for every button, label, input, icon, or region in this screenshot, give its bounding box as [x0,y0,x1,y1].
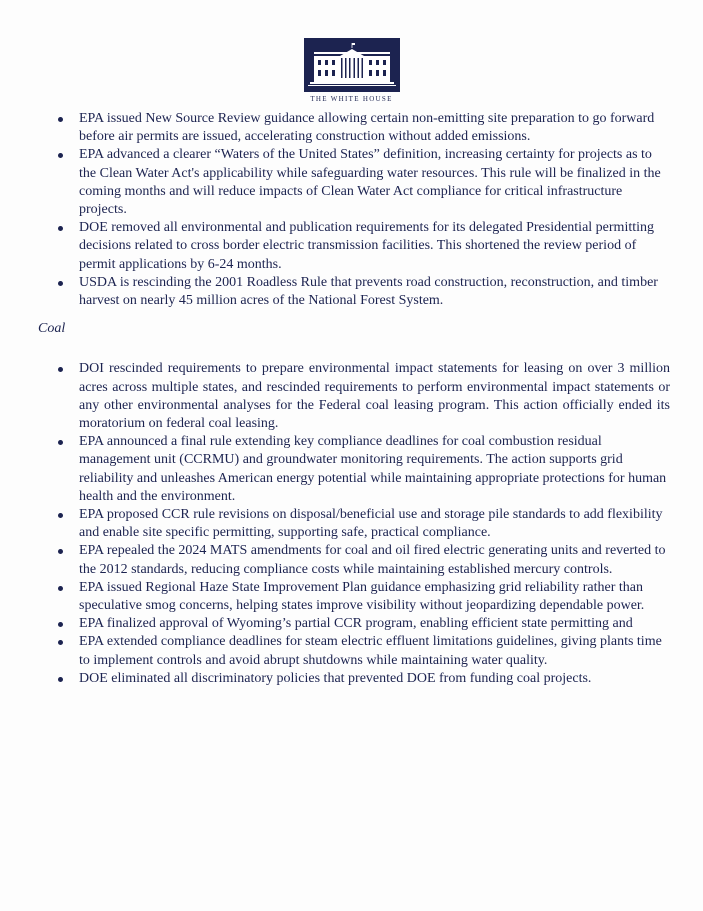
bullet-icon [58,153,63,158]
list-item-text: EPA finalized approval of Wyoming’s partial CCR program, enabling efficient state permitting and [79,616,633,632]
list-item-text: EPA repealed the 2024 MATS amendments for coal and oil fired electric generating units and reverted to the 2012 standards, reducing compliance costs while maintaining established mercury controls. [79,543,666,577]
bullet-icon [58,367,63,372]
list-item-text: EPA extended compliance deadlines for steam electric effluent limitations guidelines, giving plants time to implement controls and avoid abrupt shutdowns while maintaining water quality. [79,634,662,668]
bullet-icon [58,586,63,591]
list-item [38,633,670,669]
list-item [38,670,670,688]
bullet-icon [58,281,63,286]
bullet-icon [58,440,63,445]
white-house-icon [304,38,400,92]
list-item-text: EPA announced a final rule extending key compliance deadlines for coal combustion residual management unit (CCRMU) and groundwater monitoring requirements. The action supports grid reliability and unleashes American energy potential while maintaining appropriate protections for human health and the environment. [79,434,667,504]
list-item [38,579,670,615]
list-item [38,615,670,633]
list-item [38,433,670,506]
list-item [38,506,670,542]
list-item [38,360,670,433]
list-item [38,542,670,578]
bullet-icon [58,677,63,682]
list-item [38,219,670,274]
list-item [38,274,670,310]
list-item-text: EPA advanced a clearer “Waters of the United States” definition, increasing certainty for projects as to the Clean Water Act's applicability while safeguarding water resources. This rule will be finalized in the coming months and will reduce impacts of Clean Water Act compliance for critical infrastructure projects. [79,147,661,218]
bullet-icon [58,640,63,645]
list-item-text: EPA proposed CCR rule revisions on disposal/beneficial use and storage pile standards to add flexibility and enable site specific permitting, supporting safe, practical compliance. [79,507,663,541]
bullet-icon [58,622,63,627]
list-item-text: DOE eliminated all discriminatory policies that prevented DOE from funding coal projects. [79,670,592,686]
document-body [38,110,670,688]
list-item-text: USDA is rescinding the 2001 Roadless Rule that prevents road construction, reconstruction, and timber harvest on nearly 45 million acres of the National Forest System. [79,274,658,309]
list-item [38,110,670,146]
bullet-list-permitting [38,110,670,310]
list-item-text: DOE removed all environmental and publication requirements for its delegated Presidential permitting decisions related to cross border electric transmission facilities. This shortened the review period of permit applications by 6-24 months. [79,220,654,272]
list-item-text: DOI rescinded requirements to prepare environmental impact statements for leasing on over 3 million acres across multiple states, and rescinded requirements to perform environmental impact statements or any other environmental analyses for the Federal coal leasing program. This action officially ended its moratorium on federal coal leasing. [79,361,670,432]
list-item-text: EPA issued New Source Review guidance allowing certain non-emitting site preparation to go forward before air permits are issued, accelerating construction without added emissions. [79,111,655,145]
list-item [38,146,670,219]
bullet-icon [58,513,63,518]
letterhead [0,38,703,103]
section-heading-coal: Coal [38,321,66,337]
bullet-icon [58,117,63,122]
bullet-list-coal [38,360,670,688]
bullet-icon [58,226,63,231]
letterhead-caption: THE WHITE HOUSE [310,95,393,103]
bullet-icon [58,549,63,554]
list-item-text: EPA issued Regional Haze State Improvement Plan guidance emphasizing grid reliability rather than speculative smog concerns, helping states improve visibility without jeopardizing dependable power. [79,579,645,614]
